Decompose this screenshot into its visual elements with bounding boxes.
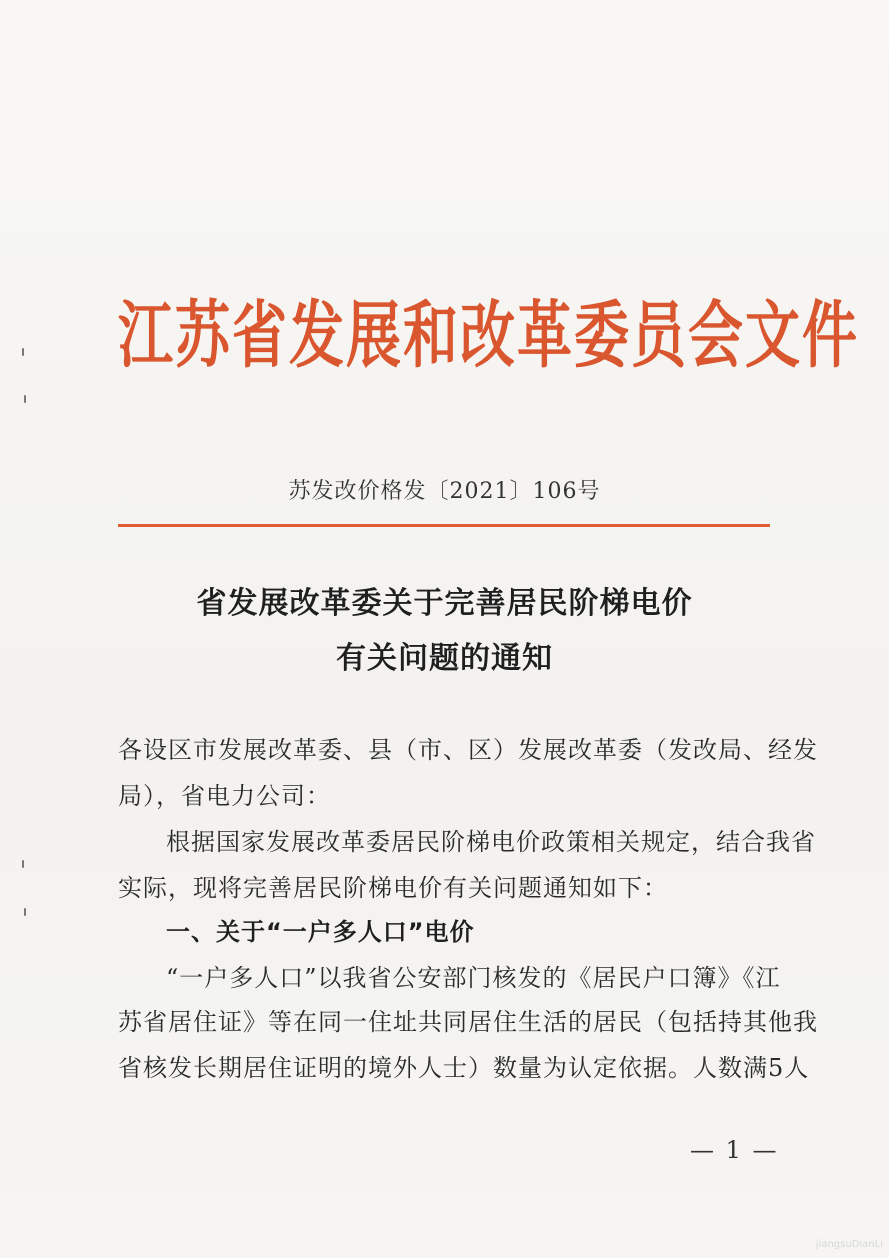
section-line-1: “一户多人口”以我省公安部门核发的《居民户口簿》《江 [166,964,781,992]
binding-hole-mark [22,348,24,356]
section-heading: 一、关于“一户多人口”电价 [166,918,475,946]
addressee-line-1: 各设区市发展改革委、县（市、区）发展改革委（发改局、经发 [118,736,818,764]
document-number: 苏发改价格发〔2021〕106号 [288,479,601,504]
binding-hole-mark [24,395,26,403]
red-divider-line [118,524,770,527]
notice-title-line-1: 省发展改革委关于完善居民阶梯电价 [196,586,693,621]
intro-line-1: 根据国家发展改革委居民阶梯电价政策相关规定，结合我省 [166,828,816,856]
document-masthead: 江苏省发展和改革委员会文件 [118,292,860,378]
binding-hole-mark [24,908,26,916]
section-line-3: 省核发长期居住证明的境外人士）数量为认定依据。人数满5人 [118,1054,810,1082]
section-line-2: 苏省居住证》等在同一住址共同居住生活的居民（包括持其他我 [118,1008,818,1036]
addressee-line-2: 局），省电力公司： [118,782,331,810]
binding-hole-mark [22,860,24,868]
page-number: — 1 — [690,1136,779,1164]
intro-line-2: 实际，现将完善居民阶梯电价有关问题通知如下： [118,874,668,902]
watermark-text: jiangsuDianLi [815,1239,883,1250]
notice-title-line-2: 有关问题的通知 [336,641,553,676]
